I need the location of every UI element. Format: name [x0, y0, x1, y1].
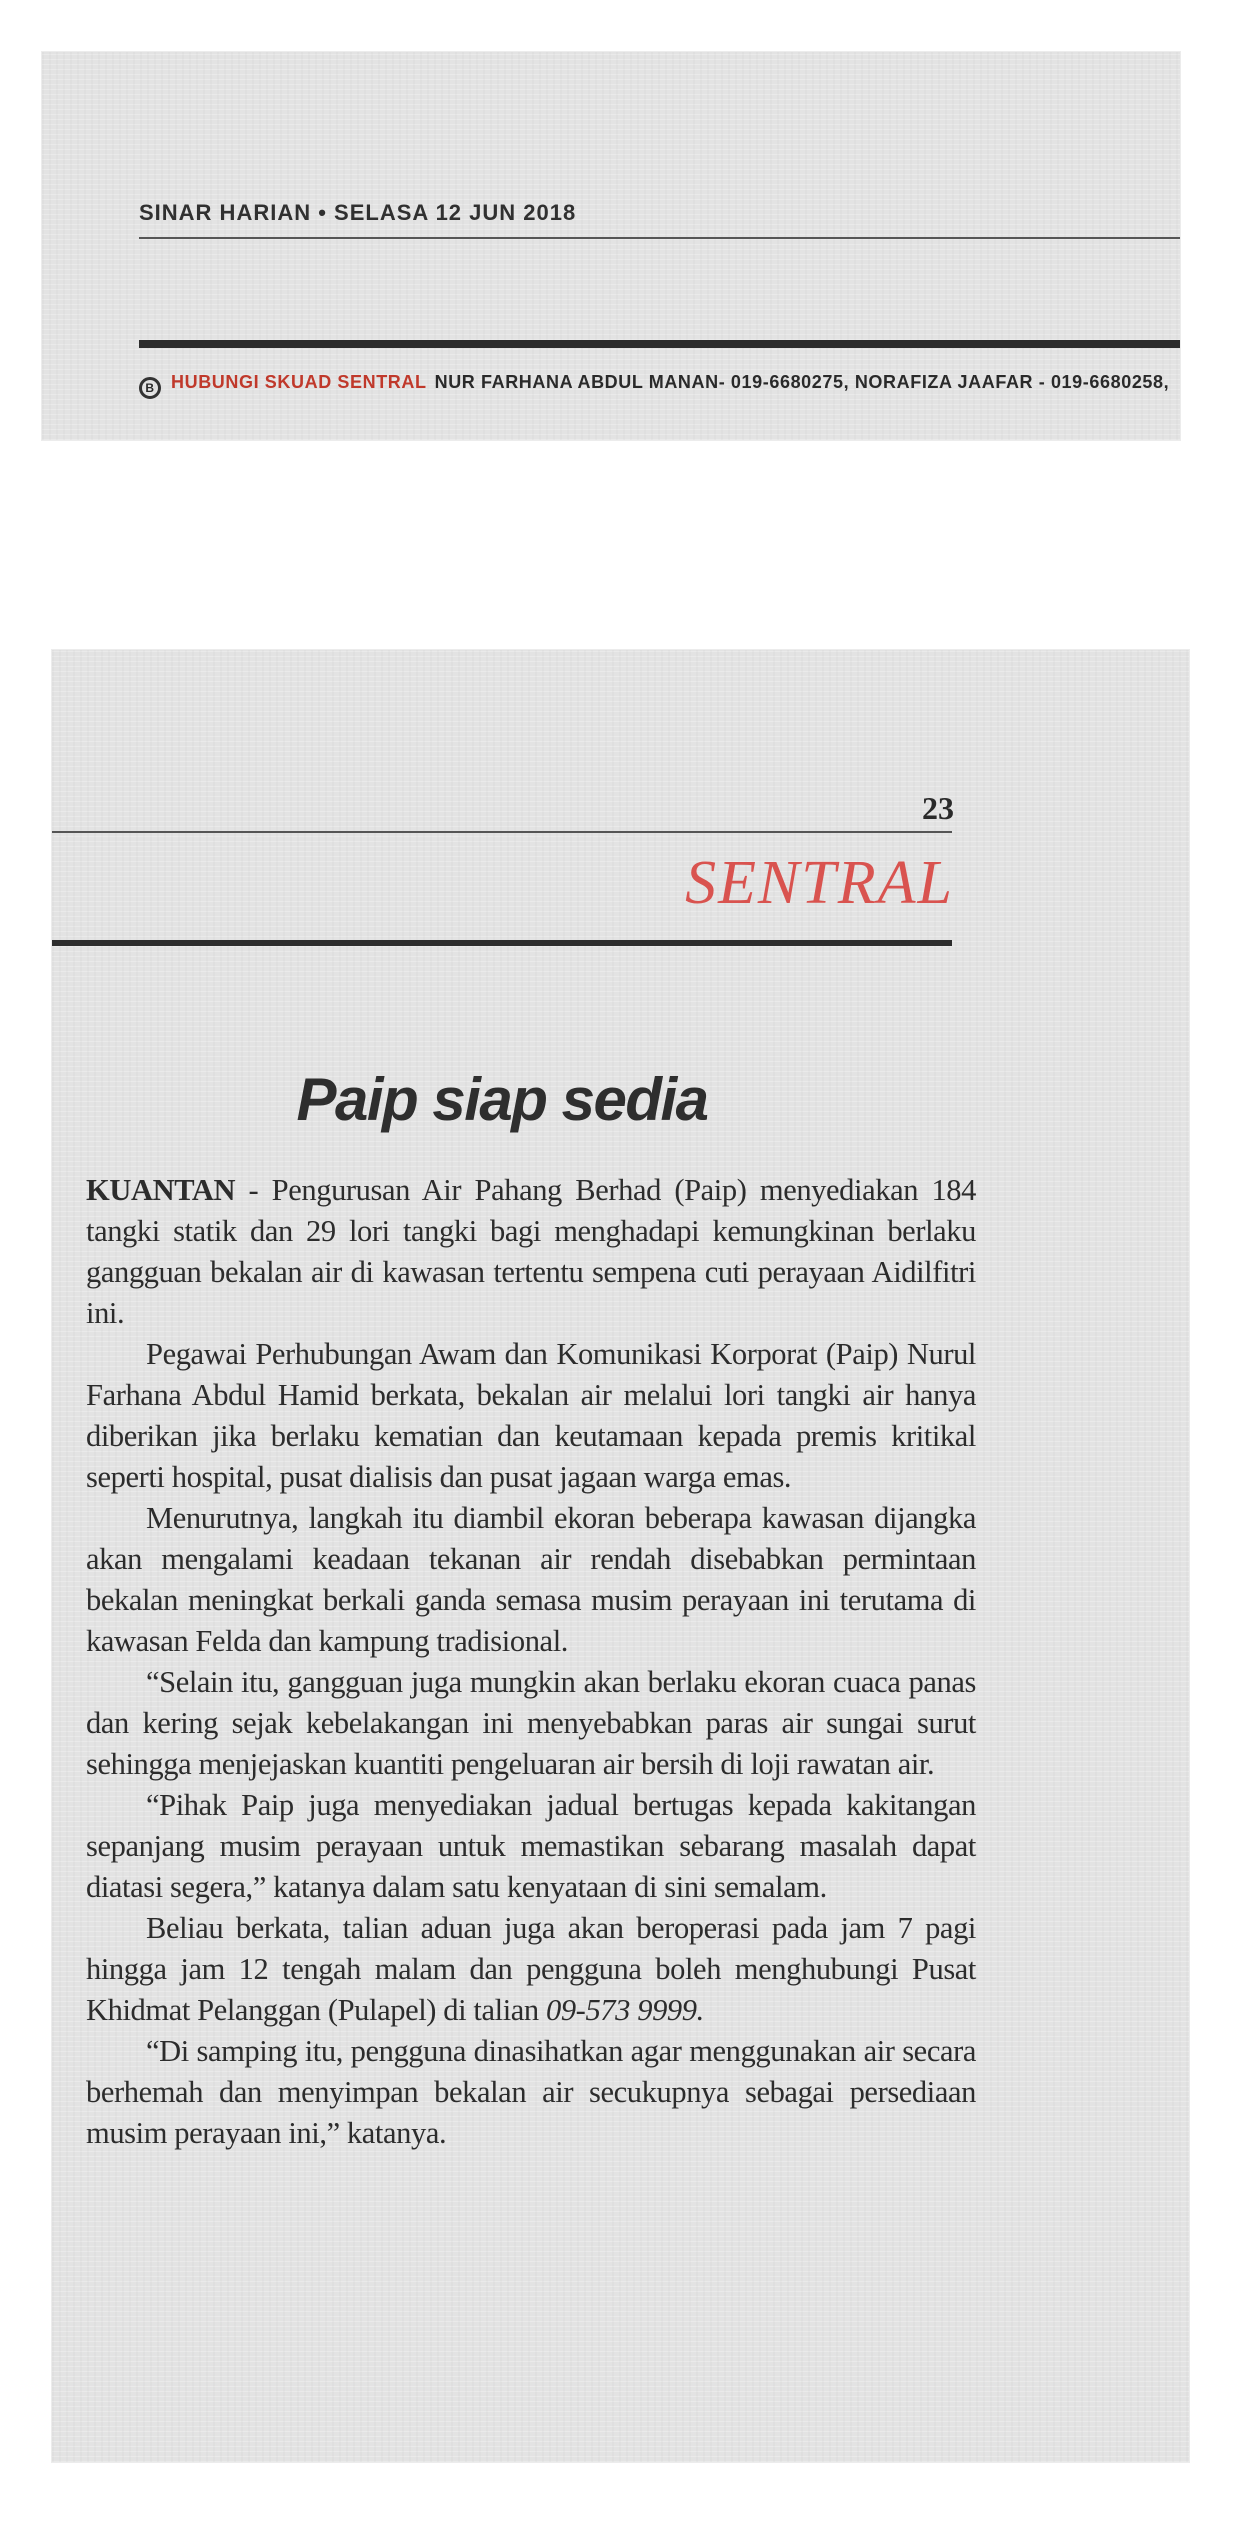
- contact-line: [139, 372, 1169, 399]
- paragraph-1: [86, 1170, 976, 1334]
- page-number: 23: [922, 790, 954, 826]
- paragraph-4: “Selain itu, gangguan juga mungkin akan berlaku ekoran cuaca panas dan kering sejak kebelakangan ini menyebabkan paras air sungai surut sehingga menjejaskan kuantiti pengeluaran air bersih di loji rawatan air.: [86, 1665, 976, 1781]
- paragraph-3: Menurutnya, langkah itu diambil ekoran beberapa kawasan dijangka akan mengalami keadaan tekanan air rendah disebabkan permintaan bekalan meningkat berkali ganda semasa musim perayaan ini terutama di kawasan Felda dan kampung tradisional.: [86, 1501, 976, 1658]
- article-body: [86, 1170, 976, 2154]
- article-clipping: [52, 650, 1189, 2462]
- page-rule: [52, 831, 952, 833]
- headline: Paip siap sedia: [296, 1066, 708, 1133]
- hotline-number: 09-573 9999.: [545, 1993, 704, 2027]
- sinar-logo-icon: B: [139, 377, 161, 399]
- paragraph-6: [86, 1908, 976, 2031]
- header-thick-rule: [139, 340, 1180, 348]
- header-rule: [139, 237, 1180, 239]
- dateline: KUANTAN: [86, 1173, 236, 1207]
- contact-names: NUR FARHANA ABDUL MANAN- 019-6680275, NORAFIZA JAAFAR - 019-6680258,: [434, 372, 1170, 392]
- section-thick-rule: [52, 940, 952, 946]
- paragraph-5: “Pihak Paip juga menyediakan jadual bertugas kepada kakitangan sepanjang musim perayaan untuk memastikan sebarang masalah dapat diatasi segera,” katanya dalam satu kenyataan di sini semalam.: [86, 1788, 976, 1904]
- section-title: SENTRAL: [685, 849, 954, 917]
- paragraph-1-text: - Pengurusan Air Pahang Berhad (Paip) menyediakan 184 tangki statik dan 29 lori tangki bagi menghadapi kemungkinan berlaku gangguan bekalan air di kawasan tertentu sempena cuti perayaan Aidilfitri ini.: [86, 1173, 976, 1330]
- paragraph-6-text: Beliau berkata, talian aduan juga akan beroperasi pada jam 7 pagi hingga jam 12 tengah malam dan pengguna boleh menghubungi Pusat Khidmat Pelanggan (Pulapel) di talian: [86, 1911, 976, 2027]
- paragraph-7: “Di samping itu, pengguna dinasihatkan agar menggunakan air secara berhemah dan menyimpan bekalan air secukupnya sebagai persediaan musim perayaan ini,” katanya.: [86, 2034, 976, 2150]
- newspaper-header: SINAR HARIAN • SELASA 12 JUN 2018: [139, 200, 577, 225]
- paragraph-2: Pegawai Perhubungan Awam dan Komunikasi Korporat (Paip) Nurul Farhana Abdul Hamid berkata, bekalan air melalui lori tangki air hanya diberikan jika berlaku kematian dan keutamaan kepada premis kritikal seperti hospital, pusat dialisis dan pusat jagaan warga emas.: [86, 1337, 976, 1494]
- top-clipping: [42, 52, 1180, 440]
- contact-label: HUBUNGI SKUAD SENTRAL: [171, 372, 427, 392]
